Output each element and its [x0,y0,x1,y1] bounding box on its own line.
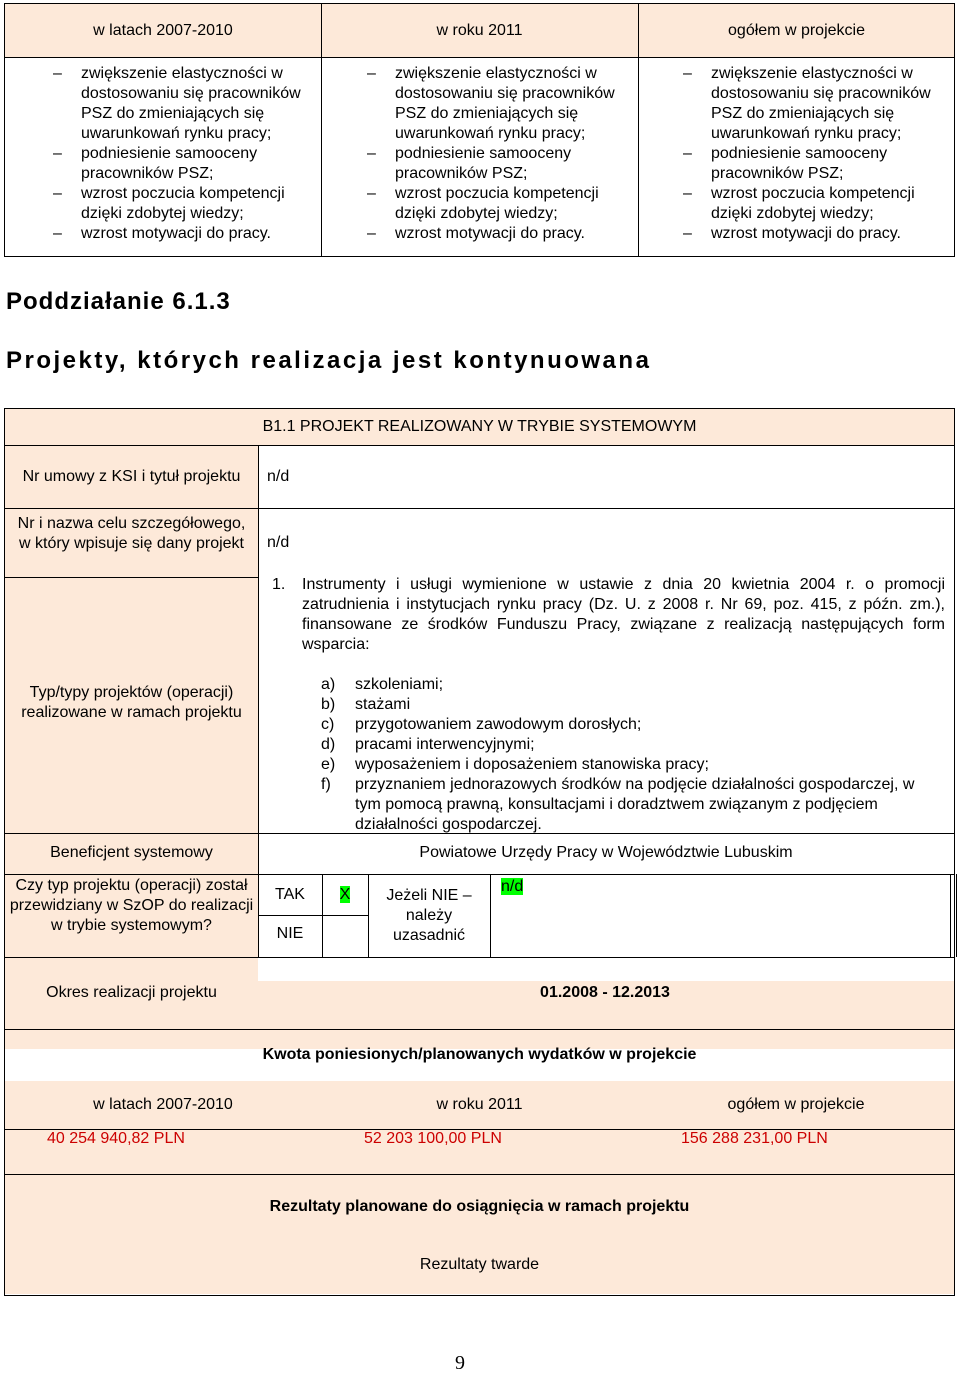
list-item [321,675,941,695]
list-item: – podniesienie samooceny pracowników PSZ; [683,144,949,184]
list-item: – podniesienie samooceny pracowników PSZ; [53,144,315,184]
typ-item-number: 1. [272,576,286,593]
list-item [321,715,941,735]
top-header-total: ogółem w projekcie [728,22,865,39]
subitem-text: pracami interwencyjnymi; [355,736,535,753]
rezultaty-title: Rezultaty planowane do osiągnięcia w ramach projektu [269,1198,690,1215]
top-results-table [4,3,955,257]
nr-celu-label: Nr i nazwa celu szczegółowego, w który wpisuje się dany projekt [17,515,246,552]
tak-x-mark: X [339,886,351,903]
list-item: – zwiększenie elastyczności w dostosowaniu się pracowników PSZ do zmieniających się uwarunkowań rynku pracy; [683,64,949,144]
list-item: – wzrost poczucia kompetencji dzięki zdobytej wiedzy; [367,184,631,224]
list-item: – wzrost motywacji do pracy. [367,224,631,244]
subitem-text: przyznaniem jednorazowych środków na podjęcie działalności gospodarczej, w tym pomocą prawną, konsultacjami i doradztwem związanym z podjęciem działalności gospodarczej. [355,776,915,833]
top-table-header [5,4,954,58]
jezeli-label: Jeżeli NIE – należy uzasadnić [386,887,472,944]
jezeli-value [501,877,523,897]
typ-subitems [321,675,941,835]
list-item: – wzrost motywacji do pracy. [53,224,315,244]
nr-celu-value: n/d [267,534,290,551]
typ-content [272,575,945,655]
przewidziany-label: Czy typ projektu (operacji) został przewidziany w SzOP do realizacji w trybie systemowym? [9,877,254,934]
typ-item [272,575,945,655]
subitem-label: c) [321,716,335,733]
beneficjent-label: Beneficjent systemowy [50,844,213,861]
beneficjent-value: Powiatowe Urzędy Pracy w Województwie Lubuskim [419,844,793,861]
kwota-header-total: ogółem w projekcie [727,1096,865,1113]
subheading: Poddziałanie 6.1.3 [6,288,231,315]
nie-label: NIE [276,925,304,942]
kwota-value-total: 156 288 231,00 PLN [681,1130,828,1147]
okres-value: 01.2008 - 12.2013 [540,984,670,1001]
tak-mark [322,885,368,905]
jezeli-value-text: n/d [501,878,524,895]
kwota-value-2007-2010: 40 254 940,82 PLN [47,1130,185,1147]
list-item [321,755,941,775]
subitem-text: wyposażeniem i doposażeniem stanowiska pracy; [355,756,709,773]
kwota-value-2011: 52 203 100,00 PLN [364,1130,502,1147]
subitem-text: stażami [355,696,411,713]
list-item [321,775,941,835]
okres-label: Okres realizacji projektu [46,984,217,1001]
list-item [321,695,941,715]
kwota-title: Kwota poniesionych/planowanych wydatków w projekcie [262,1046,697,1063]
subitem-label: f) [321,776,331,793]
list-item: – wzrost poczucia kompetencji dzięki zdobytej wiedzy; [683,184,949,224]
nr-umowy-label: Nr umowy z KSI i tytuł projektu [22,468,241,485]
top-col-2007-2010 [53,64,315,244]
list-item: – wzrost poczucia kompetencji dzięki zdobytej wiedzy; [53,184,315,224]
typ-item-text: Instrumenty i usługi wymienione w ustawie z dnia 20 kwietnia 2004 r. o promocji zatrudnienia i instytucjach rynku pracy (Dz. U. z 2008 r. Nr 69, poz. 415, z późn. zm.), finansowane ze środków Funduszu Pracy, związane z realizacją następujących form wsparcia: [302,576,945,653]
subitem-label: d) [321,736,336,753]
typ-label: Typ/typy projektów (operacji) realizowane w ramach projektu [21,684,242,721]
project-table [4,408,955,1296]
nr-umowy-value: n/d [267,468,290,485]
top-col-total [683,64,949,244]
rezultaty-twarde: Rezultaty twarde [419,1256,540,1273]
list-item: – podniesienie samooceny pracowników PSZ; [367,144,631,184]
subitem-text: przygotowaniem zawodowym dorosłych; [355,716,642,733]
kwota-header-2007-2010: w latach 2007-2010 [93,1096,233,1113]
list-item: – zwiększenie elastyczności w dostosowaniu się pracowników PSZ do zmieniających się uwarunkowań rynku pracy; [367,64,631,144]
list-item [321,735,941,755]
tak-label: TAK [275,886,305,903]
section-heading: Projekty, których realizacja jest kontynuowana [6,347,652,374]
top-col-2011 [367,64,631,244]
page-number: 9 [455,1352,465,1374]
top-header-2011: w roku 2011 [436,22,523,39]
subitem-label: b) [321,696,336,713]
project-table-title: B1.1 PROJEKT REALIZOWANY W TRYBIE SYSTEMOWYM [262,418,697,435]
kwota-header-2011: w roku 2011 [436,1096,523,1113]
top-header-2007-2010: w latach 2007-2010 [93,22,233,39]
list-item: – zwiększenie elastyczności w dostosowaniu się pracowników PSZ do zmieniających się uwarunkowań rynku pracy; [53,64,315,144]
subitem-label: a) [321,676,336,693]
subitem-text: szkoleniami; [355,676,444,693]
subitem-label: e) [321,756,336,773]
list-item: – wzrost motywacji do pracy. [683,224,949,244]
